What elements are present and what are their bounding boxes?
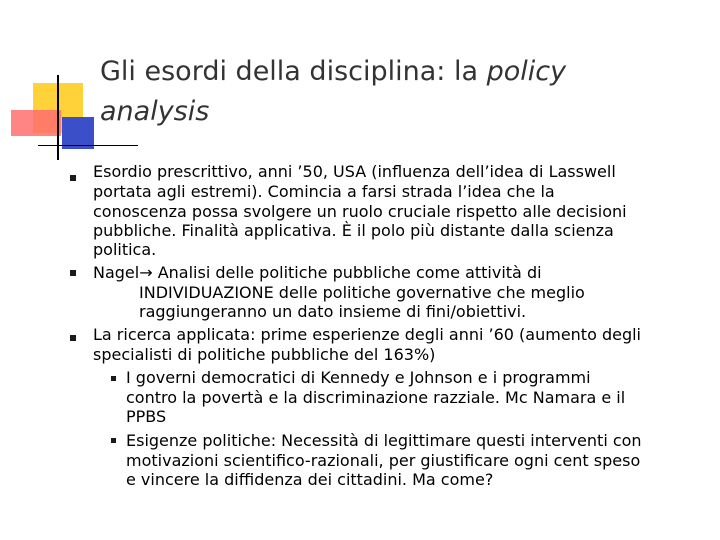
sub-bullet-marker bbox=[111, 438, 116, 443]
sub-bullet-1-line-2: contro la povertà e la discriminazione razziale. Mc Namara e il bbox=[126, 388, 626, 407]
bullet-1-line-2: portata agli estremi). Comincia a farsi strada l’idea che la bbox=[93, 182, 555, 201]
bullet-1-line-3: conoscenza possa svolgere un ruolo cruciale rispetto alle decisioni bbox=[93, 202, 627, 221]
bullet-1-line-4: pubbliche. Finalità applicativa. È il polo più distante dalla scienza bbox=[93, 221, 614, 240]
bullet-marker bbox=[70, 175, 76, 181]
sub-bullet-1-line-1: I governi democratici di Kennedy e Johnson e i programmi bbox=[126, 368, 591, 387]
bullet-1-line-5: politica. bbox=[93, 240, 157, 259]
sub-bullet-marker bbox=[111, 376, 116, 381]
title-plain: Gli esordi della disciplina: la bbox=[100, 56, 487, 87]
bullet-3-line-1: La ricerca applicata: prime esperienze degli anni ’60 (aumento degli bbox=[93, 325, 641, 344]
bullet-marker bbox=[70, 270, 76, 276]
sub-bullet-1-line-3: PPBS bbox=[126, 407, 167, 426]
bullet-3-line-2: specialisti di politiche pubbliche del 163%) bbox=[93, 345, 436, 364]
bullet-1-line-1: Esordio prescrittivo, anni ’50, USA (influenza dell’idea di Lasswell bbox=[93, 162, 616, 181]
sub-bullet-2-line-1: Esigenze politiche: Necessità di legittimare questi interventi con bbox=[126, 431, 642, 450]
title-italic-1: policy bbox=[486, 56, 567, 87]
bullet-2-line-3: raggiungeranno un dato insieme di fini/obiettivi. bbox=[139, 302, 527, 321]
title-italic-2: analysis bbox=[100, 96, 210, 127]
bullet-marker bbox=[70, 335, 76, 341]
sub-bullet-2-line-2: motivazioni scientifico-razionali, per giustificare ogni cent speso bbox=[126, 451, 641, 470]
bullet-2-line-1: Nagel→ Analisi delle politiche pubbliche come attività di bbox=[93, 263, 542, 282]
sub-bullet-2-line-3: e vincere la diffidenza dei cittadini. Ma come? bbox=[126, 470, 494, 489]
bullet-2-line-2: INDIVIDUAZIONE delle politiche governative che meglio bbox=[139, 283, 585, 302]
